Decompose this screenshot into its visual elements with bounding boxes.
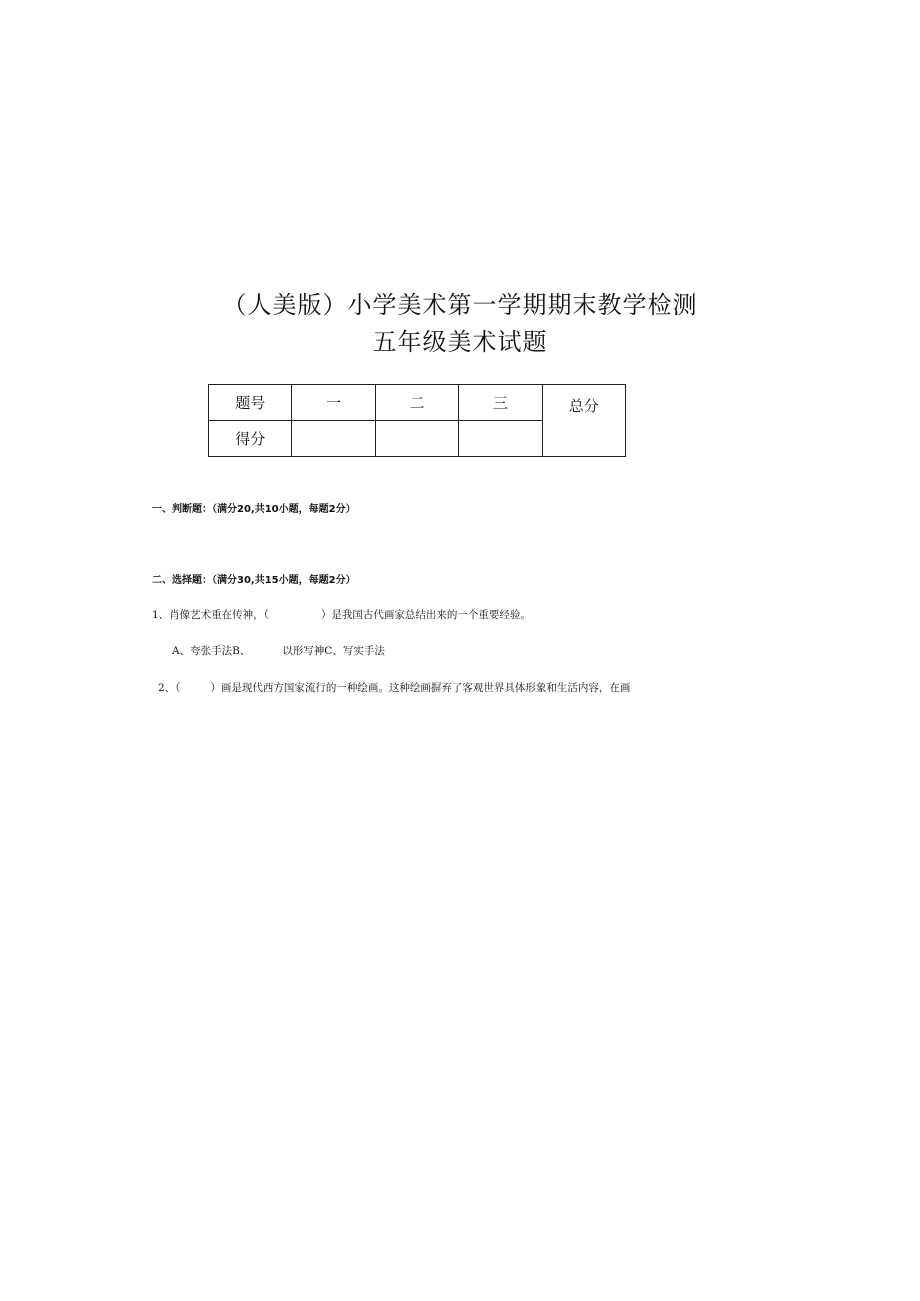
question-1 <box>152 607 531 622</box>
score-row-label: 得分 <box>209 421 292 457</box>
question-2-suffix: ）画是现代西方国家流行的一种绘画。这种绘画摒弃了客观世界具体形象和生活内容，在画 <box>210 682 631 694</box>
question-2 <box>158 680 630 695</box>
score-table <box>208 384 626 457</box>
header-part-2: 二 <box>375 385 458 421</box>
question-1-suffix: ）是我国古代画家总结出来的一个重要经验。 <box>320 609 531 621</box>
question-1-prefix: 1、肖像艺术重在传神，（ <box>152 609 269 621</box>
score-cell-part-3[interactable] <box>459 421 542 457</box>
score-table-header-row <box>209 385 626 421</box>
header-total-score: 总分 <box>542 385 625 457</box>
score-cell-part-1[interactable] <box>292 421 375 457</box>
question-1-options <box>172 643 385 658</box>
exam-title-line-2: 五年级美术试题 <box>372 328 548 356</box>
option-bc-text: 以形写神C、写实手法 <box>282 645 385 657</box>
section-heading-multiple-choice: 二、选择题：（满分30,共15小题，每题2分） <box>152 575 356 586</box>
score-cell-part-2[interactable] <box>375 421 458 457</box>
question-2-prefix: 2、（ <box>158 682 181 694</box>
header-part-3: 三 <box>459 385 542 421</box>
section-heading-true-false: 一、判断题：（满分20,共10小题，每题2分） <box>152 504 356 515</box>
header-question-number: 题号 <box>209 385 292 421</box>
header-part-1: 一 <box>292 385 375 421</box>
option-a-text: A、夸张手法B、 <box>172 645 251 657</box>
exam-title-line-1: （人美版）小学美术第一学期期末教学检测 <box>222 291 698 319</box>
